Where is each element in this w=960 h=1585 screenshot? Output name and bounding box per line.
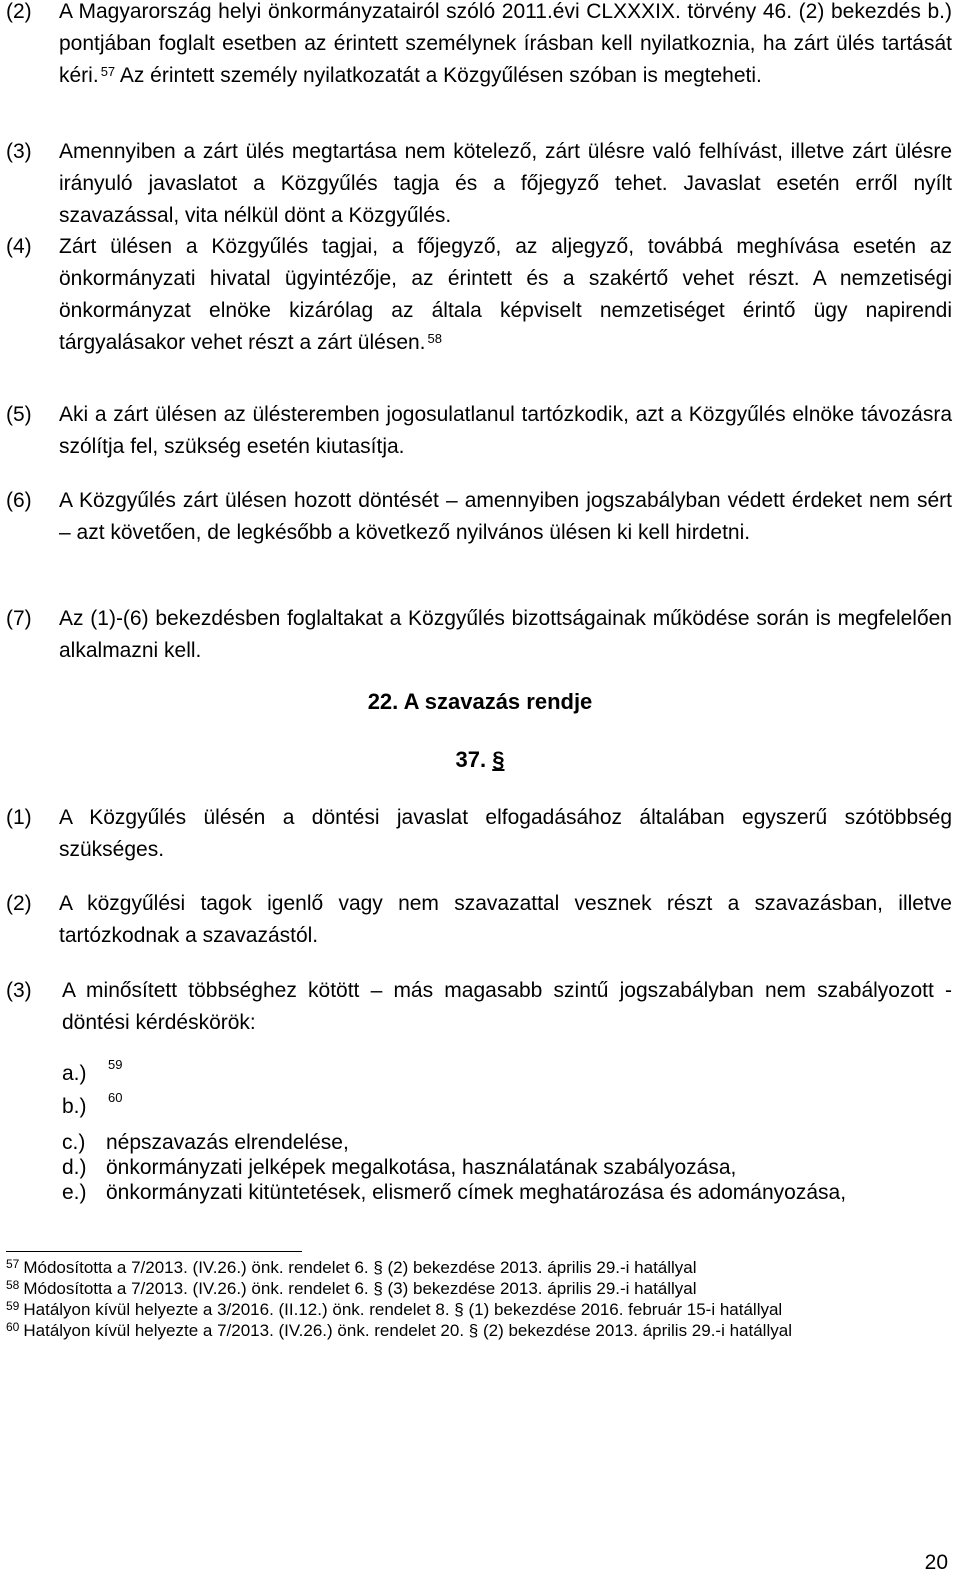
paragraph-1b	[6, 802, 952, 866]
paragraph-6	[6, 485, 952, 549]
paragraph-text: Zárt ülésen a Közgyűlés tagjai, a főjegyző, az aljegyző, továbbá meghívása esetén az önkormányzati hivatal ügyintézője, az érintett és a szakértő vehet részt. A nemzetiségi önkormányzat elnöke kizárólag az általa képviselt nemzetiséget érintő ügy napirendi tárgyalásakor vehet részt a zárt ülésen. $^{58}$	[59, 235, 952, 354]
paragraph-number: (5)	[6, 403, 32, 426]
paragraph-number: (4)	[6, 235, 32, 258]
section-number: 37. §	[455, 747, 505, 772]
footnote-60: $^{60}$ Hatályon kívül helyezte a 7/2013. (IV.26.) önk. rendelet 20. § (2) bekezdése 2013. április 29.-i hatállyal	[6, 1320, 792, 1340]
paragraph-number: (7)	[6, 607, 32, 630]
paragraph-number: (3)	[6, 979, 32, 1002]
paragraph-number: (1)	[6, 806, 32, 829]
footnote-ref: 57	[100, 64, 116, 79]
paragraph-text: A minősített többséghez kötött – más magasabb szintű jogszabályban nem szabályozott - döntési kérdéskörök:	[62, 979, 952, 1034]
footnotes	[6, 1257, 876, 1341]
page-number: 20	[924, 1551, 948, 1574]
paragraph-3b	[6, 975, 952, 1039]
footnote-57: $^{57}$ Módosította a 7/2013. (IV.26.) önk. rendelet 6. § (2) bekezdése 2013. április 29.-i hatállyal	[6, 1257, 697, 1277]
paragraph-number: (6)	[6, 489, 32, 512]
list-item-c: c.) népszavazás elrendelése,	[62, 1131, 349, 1154]
footnote-ref: 58	[427, 331, 442, 346]
paragraph-2b	[6, 888, 952, 952]
paragraph-text: A Közgyűlés ülésén a döntési javaslat elfogadásához általában egyszerű szótöbbség szükséges.	[59, 806, 952, 861]
list-item-e: e.) önkormányzati kitüntetések, elismerő címek meghatározása és adományozása,	[62, 1181, 847, 1204]
paragraph-3	[6, 136, 952, 232]
footnote-separator	[6, 1251, 302, 1252]
decision-list	[62, 1057, 952, 1205]
section-title: 22. A szavazás rendje	[367, 689, 593, 714]
footnote-59: $^{59}$ Hatályon kívül helyezte a 3/2016. (II.12.) önk. rendelet 8. § (1) bekezdése 2016. február 15-i hatállyal	[6, 1299, 783, 1319]
paragraph-text: A Magyarország helyi önkormányzatairól szóló 2011.évi CLXXXIX. törvény 46. (2) bekezdés b.) pontjában foglalt esetben az érintett személynek írásban kell nyilatkoznia, ha zárt ülés tartását kéri. $^{57}$ Az érintett személy nyilatkozatát a Közgyűlésen szóban is megteheti.	[59, 0, 952, 87]
paragraph-text: A Közgyűlés zárt ülésen hozott döntését – amennyiben jogszabályban védett érdeket nem sért – azt követően, de legkésőbb a következő nyilvános ülésen ki kell hirdetni.	[59, 489, 952, 544]
footnote-58: $^{58}$ Módosította a 7/2013. (IV.26.) önk. rendelet 6. § (3) bekezdése 2013. április 29.-i hatállyal	[6, 1278, 697, 1298]
footnote-ref: 59	[108, 1057, 123, 1072]
paragraph-7	[6, 603, 952, 667]
list-item-b: b.) $^{60}$	[62, 1090, 123, 1118]
list-item-d: d.) önkormányzati jelképek megalkotása, használatának szabályozása,	[62, 1156, 737, 1179]
paragraph-text: Aki a zárt ülésen az ülésteremben jogosulatlanul tartózkodik, azt a Közgyűlés elnöke távozásra szólítja fel, szükség esetén kiutasítja.	[59, 403, 952, 458]
paragraph-number: (3)	[6, 140, 32, 163]
list-item-a: a.) $^{59}$	[62, 1057, 123, 1085]
footnote-ref: 60	[108, 1090, 123, 1105]
paragraph-number: (2)	[6, 0, 32, 23]
paragraph-text: Az (1)-(6) bekezdésben foglaltakat a Közgyűlés bizottságainak működése során is megfelelően alkalmazni kell.	[59, 607, 952, 662]
paragraph-text: A közgyűlési tagok igenlő vagy nem szavazattal vesznek részt a szavazásban, illetve tartózkodnak a szavazástól.	[59, 892, 952, 947]
paragraph-2	[6, 0, 952, 92]
paragraph-text: Amennyiben a zárt ülés megtartása nem kötelező, zárt ülésre való felhívást, illetve zárt ülésre irányuló javaslatot a Közgyűlés tagja és a főjegyző tehet. Javaslat esetén erről nyílt szavazással, vita nélkül dönt a Közgyűlés.	[59, 140, 952, 227]
paragraph-5	[6, 399, 952, 463]
paragraph-4	[6, 231, 952, 359]
paragraph-number: (2)	[6, 892, 32, 915]
